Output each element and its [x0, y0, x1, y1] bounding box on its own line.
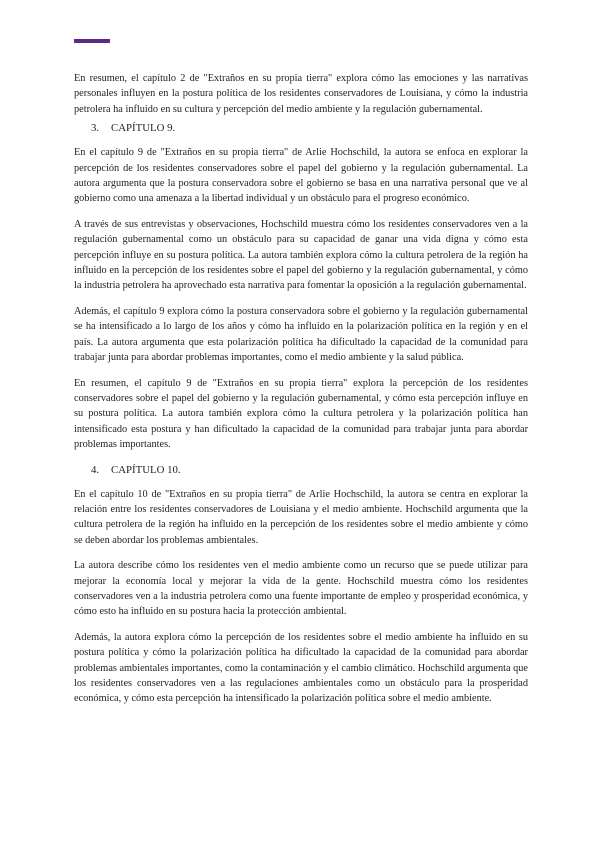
chapter-9-paragraph-1: En el capítulo 9 de "Extraños en su propia tierra" de Arlie Hochschild, la autora se enfoca en explorar la percepción de los residentes conservadores sobre el papel del gobierno y la regulación gubernamental. La autora argumenta que la postura conservadora sobre el gobierno se basa en una narrativa personal que ve al gobierno como una amenaza a la libertad individual y un obstáculo para el progreso económico.	[74, 147, 528, 205]
intro-paragraph: En resumen, el capítulo 2 de "Extraños en su propia tierra" explora cómo las emociones y las narrativas personales influyen en la postura política de los residentes conservadores de Louisiana, y cómo la industria petrolera ha influido en su cultura y percepción del medio ambiente y la regulación gubernamental.	[74, 73, 528, 115]
chapter-9-paragraph-2: A través de sus entrevistas y observaciones, Hochschild muestra cómo los residentes conservadores ven a la regulación gubernamental como un obstáculo para su capacidad de ganar una vida digna y cómo esta percepción influye en su postura política. La autora también explora cómo la cultura petrolera de la región ha influido en la percepción de los residentes sobre el papel del gobierno y la regulación gubernamental, y cómo la industria petrolera ha aprovechado esta narrativa para fomentar la oposición a la regulación gubernamental.	[74, 218, 528, 292]
section-heading-chapter-10	[91, 463, 528, 478]
section-heading-chapter-9	[91, 121, 528, 136]
document-body	[74, 71, 528, 717]
section-number: 3.	[91, 122, 100, 135]
section-number: 4.	[91, 463, 100, 476]
section-title: CAPÍTULO 9.	[111, 122, 176, 135]
chapter-10-paragraph-1: En el capítulo 10 de "Extraños en su propia tierra" de Arlie Hochschild, la autora se centra en explorar la relación entre los residentes conservadores de Louisiana y el medio ambiente. Hochschild argumenta que la cultura petrolera de la región ha influido en la percepción de los residentes sobre el medio ambiente y cómo se deben abordar los problemas ambientales.	[74, 488, 528, 546]
chapter-9-paragraph-4: En resumen, el capítulo 9 de "Extraños en su propia tierra" explora la percepción de los residentes conservadores sobre el papel del gobierno y la regulación gubernamental, y cómo esta percepción influye en su postura política. La autora también explora cómo la cultura petrolera y la polarización política han intensificado esta postura y han dificultado la capacidad de la comunidad para trabajar junta para abordar problemas importantes.	[74, 377, 528, 451]
section-title: CAPÍTULO 10.	[111, 463, 181, 476]
chapter-10-paragraph-3: Además, la autora explora cómo la percepción de los residentes sobre el medio ambiente ha influido en su postura política y cómo la polarización política ha dificultado la capacidad de la comunidad para abordar problemas ambientales importantes, como la contaminación y el cambio climático. Hochschild argumenta que los residentes conservadores ven a las regulaciones ambientales como un obstáculo para la prosperidad económica, y cómo esta percepción ha intensificado la polarización política sobre el medio ambiente.	[74, 631, 528, 705]
header-accent-bar	[74, 39, 110, 43]
chapter-10-paragraph-2: La autora describe cómo los residentes ven el medio ambiente como un recurso que se puede utilizar para mejorar la economía local y mejorar la vida de la gente. Hochschild muestra cómo los residentes conservadores ven a la industria petrolera como una fuente importante de empleo y prosperidad económica, y cómo esto ha influido en su postura hacia la protección ambiental.	[74, 560, 528, 618]
chapter-9-paragraph-3: Además, el capítulo 9 explora cómo la postura conservadora sobre el gobierno y la regulación gubernamental se ha intensificado a lo largo de los años y cómo ha influido en la polarización política en la región y en el país. La autora argumenta que esta polarización política ha dificultado la capacidad de la comunidad para trabajar junta para abordar problemas importantes, como el medio ambiente y la salud pública.	[74, 305, 528, 364]
